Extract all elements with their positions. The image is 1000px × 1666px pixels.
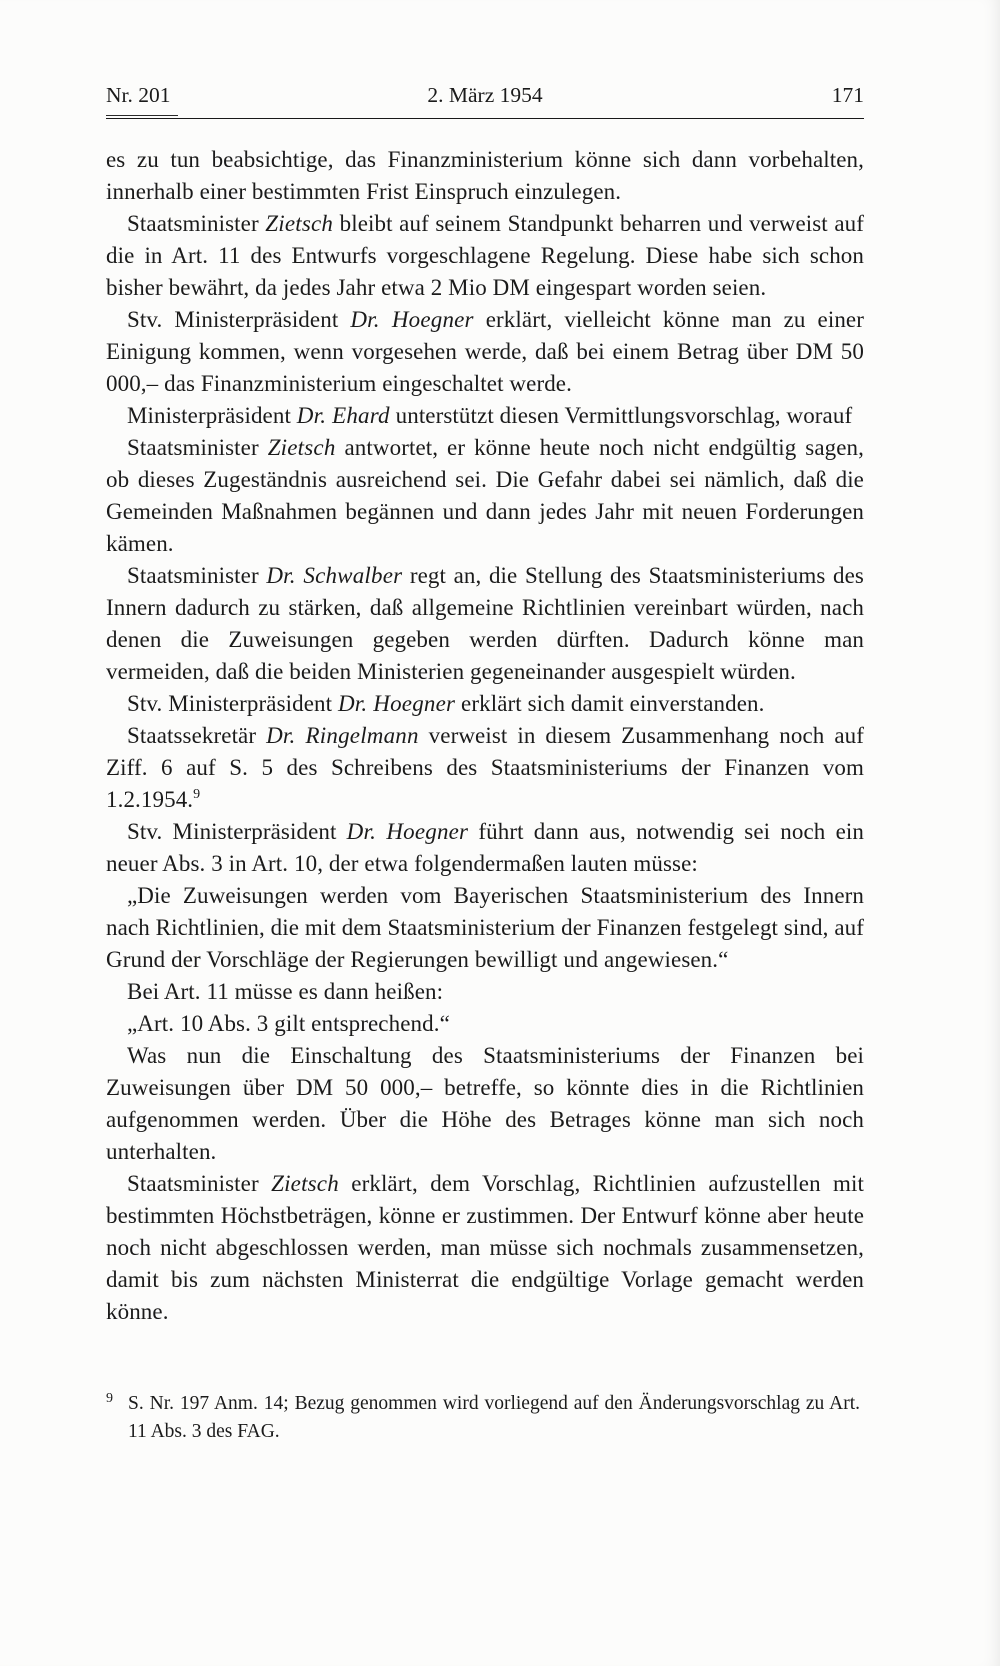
document-body xyxy=(106,144,864,1328)
text-run: unterstützt diesen Vermittlungsvorschlag, worauf xyxy=(389,402,853,428)
paragraph xyxy=(106,208,864,304)
speaker-name: Dr. Ehard xyxy=(296,402,390,428)
text-run: erklärt, vielleicht könne man zu einer Einigung kommen, wenn vorgesehen werde, daß bei einem Betrag über DM 50 000,– das Finanzministerium eingeschaltet werde. xyxy=(106,306,864,396)
header-rule xyxy=(106,118,864,119)
text-run: Bei Art. 11 müsse es dann heißen: xyxy=(127,978,444,1004)
paragraph xyxy=(106,432,864,560)
page-header xyxy=(106,84,864,108)
paragraph xyxy=(106,1168,864,1328)
footnote xyxy=(106,1390,860,1446)
paragraph xyxy=(106,400,864,432)
speaker-name: Dr. Hoegner xyxy=(350,306,474,332)
text-run: führt dann aus, notwendig sei noch ein neuer Abs. 3 in Art. 10, der etwa folgendermaßen lauten müsse: xyxy=(106,818,864,876)
text-run: „Die Zuweisungen werden vom Bayerischen Staatsministerium des Innern nach Richtlinien, die mit dem Staatsministerium der Finanzen festgelegt sind, auf Grund der Vorschläge der Regierungen bewilligt und angewiesen.“ xyxy=(106,882,864,972)
footnote-text: S. Nr. 197 Anm. 14; Bezug genommen wird vorliegend auf den Änderungsvorschlag zu Art. 11 Abs. 3 des FAG. xyxy=(128,1393,860,1442)
speaker-name: Zietsch xyxy=(267,434,336,460)
footnote-reference: 9 xyxy=(193,786,201,802)
paragraph xyxy=(106,1008,864,1040)
speaker-name: Dr. Schwalber xyxy=(266,562,403,588)
speaker-name: Dr. Hoegner xyxy=(337,690,456,716)
paragraph xyxy=(106,720,864,816)
speaker-name: Dr. Ringelmann xyxy=(266,722,419,748)
text-run: es zu tun beabsichtige, das Finanzministerium könne sich dann vorbehalten, innerhalb einer bestimmten Frist Einspruch einzulegen. xyxy=(106,146,864,204)
paragraph xyxy=(106,688,864,720)
text-run: Staatssekretär xyxy=(127,722,267,748)
paragraph xyxy=(106,880,864,976)
header-page-number: 171 xyxy=(831,83,864,107)
text-run: verweist in diesem Zusammenhang noch auf Ziff. 6 auf S. 5 des Schreibens des Staatsministeriums der Finanzen vom 1.2.1954. xyxy=(106,722,864,812)
paragraph xyxy=(106,304,864,400)
text-run: Staatsminister xyxy=(127,434,268,460)
text-run: Ministerpräsident xyxy=(127,402,297,428)
content-area xyxy=(106,84,864,1328)
text-run: bleibt auf seinem Standpunkt beharren und verweist auf die in Art. 11 des Entwurfs vorgeschlagene Regelung. Diese habe sich schon bisher bewährt, da jedes Jahr etwa 2 Mio DM eingespart worden seien. xyxy=(106,210,864,300)
text-run: erklärt sich damit einverstanden. xyxy=(455,690,765,716)
text-run: erklärt, dem Vorschlag, Richtlinien aufzustellen mit bestimmten Höchstbeträgen, könne er zustimmen. Der Entwurf könne aber heute noch nicht abgeschlossen werden, man müsse sich nochmals zusammensetzen, damit bis zum nächsten Ministerrat die endgültige Vorlage gemacht werden könne. xyxy=(106,1170,864,1324)
speaker-name: Dr. Hoegner xyxy=(346,818,469,844)
text-run: Staatsminister xyxy=(127,1170,272,1196)
paragraph xyxy=(106,816,864,880)
footnote-marker: 9 xyxy=(106,1391,113,1406)
text-run: Stv. Ministerpräsident xyxy=(127,306,351,332)
header-date: 2. März 1954 xyxy=(427,83,543,107)
paragraph xyxy=(106,1040,864,1168)
speaker-name: Zietsch xyxy=(271,1170,339,1196)
paragraph xyxy=(106,144,864,208)
text-run: Staatsminister xyxy=(127,210,266,236)
speaker-name: Zietsch xyxy=(265,210,334,236)
text-run: Stv. Ministerpräsident xyxy=(127,818,347,844)
text-run: antwortet, er könne heute noch nicht endgültig sagen, ob dieses Zugeständnis ausreichend sei. Die Gefahr dabei sei nämlich, daß die Gemeinden Maßnahmen begännen und dann jedes Jahr mit neuen Forderungen kämen. xyxy=(106,434,864,556)
text-run: Staatsminister xyxy=(127,562,267,588)
header-document-number: Nr. 201 xyxy=(106,83,171,107)
text-run: „Art. 10 Abs. 3 gilt entsprechend.“ xyxy=(127,1010,450,1036)
paragraph xyxy=(106,976,864,1008)
paragraph xyxy=(106,560,864,688)
text-run: regt an, die Stellung des Staatsministeriums des Innern dadurch zu stärken, daß allgemeine Richtlinien vereinbart würden, nach denen die Zuweisungen gegeben werden dürften. Dadurch könne man vermeiden, daß die beiden Ministerien gegeneinander ausgespielt würden. xyxy=(106,562,864,684)
text-run: Stv. Ministerpräsident xyxy=(127,690,338,716)
text-run: Was nun die Einschaltung des Staatsministeriums der Finanzen bei Zuweisungen über DM 50 000,– betreffe, so könnte dies in die Richtlinien aufgenommen werden. Über die Höhe des Betrages könne man sich noch unterhalten. xyxy=(106,1042,864,1164)
